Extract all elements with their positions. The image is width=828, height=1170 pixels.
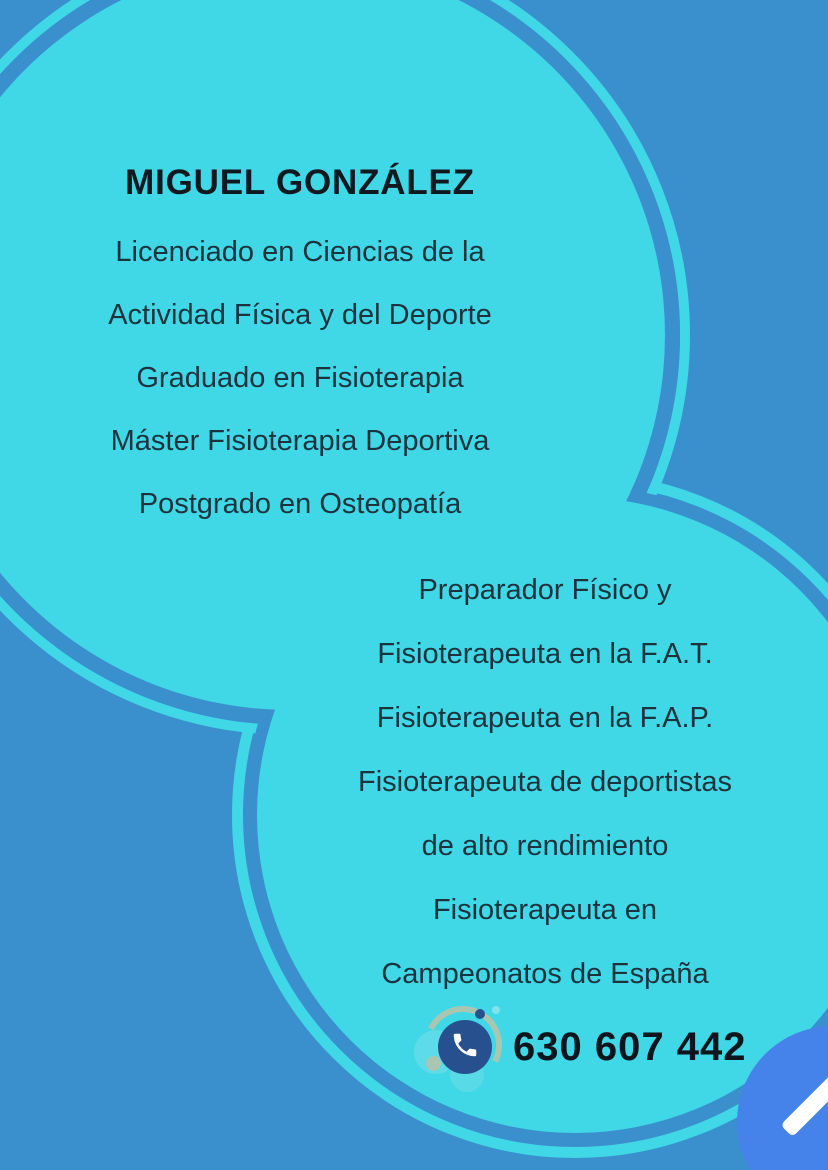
sage-blob [426,1056,441,1071]
person-name: MIGUEL GONZÁLEZ [125,163,475,202]
roles-block [245,558,828,1006]
credential-line: Licenciado en Ciencias de la [115,236,485,268]
phone-icon [450,1030,480,1065]
credential-line: Máster Fisioterapia Deportiva [110,425,490,457]
phone-row [408,1000,768,1100]
role-line: Fisioterapeuta en [432,894,658,926]
teal-dot [492,1006,500,1014]
role-line: Campeonatos de España [381,958,709,990]
role-line: Preparador Físico y [418,574,672,606]
phone-number: 630 607 442 [513,1025,747,1069]
role-line: de alto rendimiento [421,830,669,862]
credential-line: Actividad Física y del Deporte [108,299,492,331]
role-line: Fisioterapeuta en la F.A.P. [376,702,714,734]
role-line: Fisioterapeuta de deportistas [358,766,732,798]
role-line: Fisioterapeuta en la F.A.T. [377,638,713,670]
navy-dot [475,1009,485,1019]
pencil-icon [780,1060,828,1137]
credential-line: Graduado en Fisioterapia [136,362,464,394]
credential-line: Postgrado en Osteopatía [138,488,462,520]
phone-badge [438,1020,492,1074]
credentials-block [0,221,600,536]
